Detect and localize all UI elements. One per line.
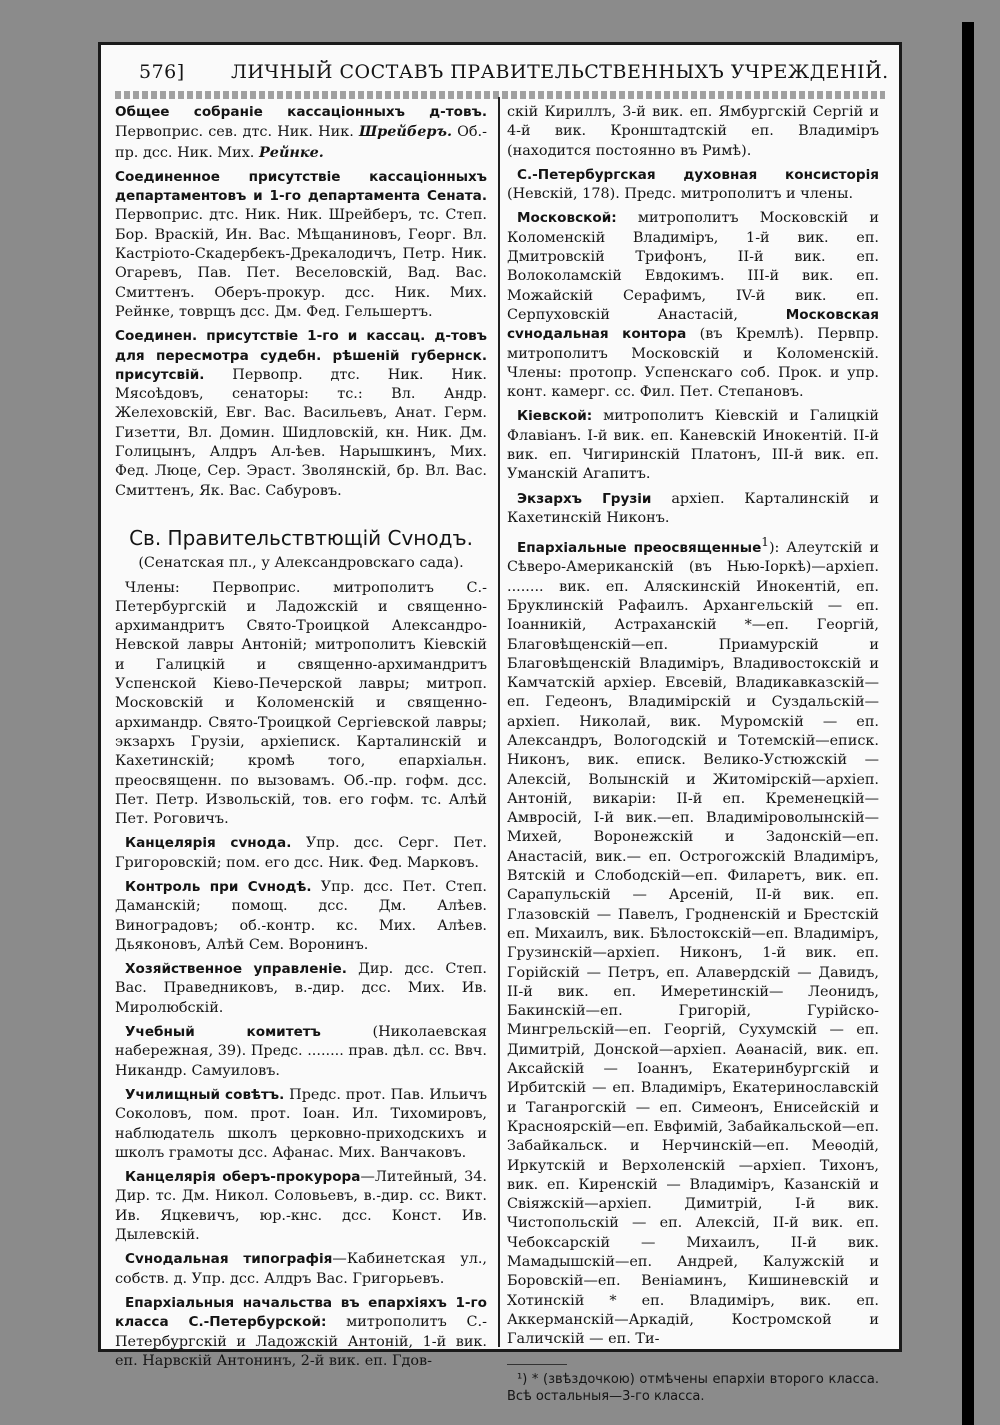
footnote-rule bbox=[507, 1364, 567, 1365]
paragraph-spb-consistory bbox=[507, 166, 879, 205]
text-school-council: Предс. прот. Пав. Ильичъ Соколовъ, пом. прот. Іоан. Ил. Тихомировъ, наблюдатель школъ церковно-приходскихъ и школъ грамоты дсс. Афанас. Мих. Ванчаковъ. bbox=[115, 1086, 487, 1161]
paragraph-spb-vicars: скій Кириллъ, 3-й вик. еп. Ямбургскій Сергій и 4-й вик. Кронштадтскій еп. Владиміръ (находится постоянно въ Римѣ). bbox=[507, 104, 879, 159]
page-number: 576] bbox=[139, 61, 185, 83]
page-header bbox=[131, 61, 889, 89]
text-general-assembly: Первоприс. сев. дтс. Ник. Ник. bbox=[115, 124, 359, 141]
column-divider bbox=[498, 97, 500, 1347]
paragraph-moscow bbox=[507, 209, 879, 402]
paragraph-economic bbox=[115, 960, 487, 1018]
paragraph-chancellery bbox=[115, 834, 487, 873]
heading-moscow: Московской: bbox=[517, 210, 617, 227]
left-column bbox=[115, 103, 487, 1376]
paragraph-review-presence bbox=[115, 327, 487, 501]
section-location: (Сенатская пл., у Александровскаго сада). bbox=[138, 555, 464, 572]
heading-education-committee: Учебный комитетъ bbox=[125, 1024, 321, 1041]
text-kiev: митрополитъ Кіевскій и Галицкій Флавіанъ. I-й вик. еп. Каневскій Инокентій. II-й вик. еп. Чигиринскій Платонъ, III-й вик. еп. Уманскій Агапитъ. bbox=[507, 408, 879, 483]
footnote: ¹) * (звѣздочкою) отмѣчены епархіи второго класса. Всѣ остальныя—3-го класса. bbox=[507, 1371, 879, 1404]
heading-joint-presence: Соединенное присутствіе кассаціонныхъ департаментовъ и 1-го департамента Сената. bbox=[115, 168, 487, 205]
name-shreiber: Шрейберъ. bbox=[358, 123, 452, 141]
heading-georgia-exarch: Экзархъ Грузіи bbox=[517, 490, 652, 507]
text-moscow-synod-office: (въ Кремлѣ). Первпр. митрополитъ Московскій и Коломенскій. Члены: протопр. Успенскаго соб. Прок. и упр. конт. камерг. сс. Фил. Пет. Степановъ. bbox=[507, 326, 880, 401]
heading-general-assembly: Общее собраніе кассаціонныхъ д-товъ. bbox=[115, 104, 487, 120]
heading-control: Контроль при Сvнодѣ. bbox=[125, 878, 312, 895]
text-joint-presence: Первоприс. дтс. Ник. Ник. Шрейберъ, тс. Степ. Бор. Враскій, Ин. Вас. Мѣщаниновъ, Георг. Вл. Кастріото-Скадербекъ-Дрекалодичъ, Петр. Ник. Огаревъ, Пав. Пет. Веселовскій, Вад. Вас. Смиттенъ. Оберъ-прокур. дсс. Ник. Мих. Рейнке, товрщъ дсс. Дм. Фед. Гельшертъ. bbox=[115, 207, 487, 320]
text-spb-consistory: (Невскій, 178). Предс. митрополитъ и члены. bbox=[507, 186, 854, 203]
text-printing-house: —Кабинетская ул., собств. д. Упр. дсс. Алдръ Вас. Григорьевъ. bbox=[115, 1251, 487, 1287]
name-reinke: Рейнке. bbox=[258, 143, 324, 161]
paragraph-joint-presence bbox=[115, 168, 487, 322]
text-moscow: митрополитъ Московскій и Коломенскій Владиміръ, 1-й вик. еп. Дмитровскій Трифонъ, II-й вик. еп. Волоколамскій Евдокимъ. III-й вик. еп. Можайскій Серафимъ, IV-й вик. еп. Серпуховскій Анастасій, bbox=[507, 210, 879, 323]
footnote-marker: 1 bbox=[761, 535, 769, 550]
heading-procurator-chancellery: Канцелярія оберъ-прокурора bbox=[125, 1169, 361, 1186]
text-general-assembly-2: Об.-пр. дсс. Ник. Мих. bbox=[115, 124, 487, 161]
heading-economic: Хозяйственное управленіе. bbox=[125, 961, 347, 978]
text-education-committee: (Николаевская набережная, 39). Предс. ........ прав. дѣл. сс. Ввч. Никандр. Самуиловъ. bbox=[115, 1024, 487, 1079]
heading-chancellery: Канцелярія сvнода. bbox=[125, 835, 292, 852]
heading-moscow-synod-office: Московская сvнодальная контора bbox=[507, 306, 880, 343]
text-diocesan-bishops: ): Алеутскій и Сѣверо-Американскій (въ Нью-Іоркѣ)—архіеп. ........ вик. еп. Аляскинскій Инокентій, еп. Бруклинскій Рафаилъ. Архангельскій — еп. Іоанникій, Астраханскій *—еп. Георгій, Благовѣщенскій—еп. Приамурскій и Благовѣщенскій Владиміръ, Владивостокскій и Камчатскій архіер. Евсевій, Владикавказскій—еп. Гедеонъ, Владимірскій и Суздальскій—архіеп. Николай, вик. Муромскій — еп. Александръ, Вологодскій и Тотемскій—еписк. Никонъ, вик. еписк. Велико-Устюжскій — Алексій, Волынскій и Житомірскій—архіеп. Антоній, викаріи: II-й еп. Кременецкій— Амвросій, I-й вик.—еп. Владиміроволынскій—Михей, Воронежскій и Задонскій—еп. Анастасій, вик.— еп. Острогожскій Владиміръ, Вятскій и Слободскій—еп. Филаретъ, вик. еп. Сарапульскій — Арсеній, II-й вик. еп. Глазовскій — Павелъ, Гродненскій и Брестскій еп. Михаилъ, вик. Бѣлостокскій—еп. Владиміръ, Грузинскій—архіеп. Никонъ, 1-й вик. еп. Горійскій — Петръ, еп. Алавердскій — Давидъ, II-й вик. еп. Имеретинскій— Леонидъ, Бакинскій—еп. Григорій, Гурійско-Мингрельскій—еп. Георгій, Сухумскій — еп. Димитрій, Донской—архіеп. Аѳанасій, вик. еп. Аксайскій — Іоаннъ, Екатеринбургскій и Ирбитскій — еп. Владиміръ, Екатеринославскій и Таганрогскій — еп. Симеонъ, Енисейскій и Красноярскій—еп. Евфимій, Забайкальской—еп. Забайкальск. и Нерчинскій—еп. Меѳодій, Иркутскій и Верхоленскій —архіеп. Тихонъ, вик. еп. Киренскій — Владиміръ, Казанскій и Свіяжскій—архіеп. Димитрій, I-й вик. Чистопольскій — еп. Алексій, II-й вик. еп. Чебоксарскій — Михаилъ, II-й вик. Мамадышскій—еп. Андрей, Калужскій и Боровскій—еп. Веніаминъ, Кишиневскій и Хотинскій * еп. Владиміръ, вик. еп. Аккерманскій—Аркадій, Костромской и Галичскій — еп. Ти- bbox=[507, 540, 879, 1348]
paragraph-kiev bbox=[507, 407, 879, 484]
section-title-synod: Св. Правительствтющій Сvнодъ. bbox=[129, 525, 473, 550]
text-control: Упр. дсс. Пет. Степ. Даманскій; помощ. дсс. Дм. Алѣев. Виноградовъ; об.-контр. кс. Мих. Алѣев. Дьяконовъ, Алѣй Сем. Воронинъ. bbox=[115, 878, 487, 953]
text-chancellery: Упр. дсс. Серг. Пет. Григоровскій; пом. его дсс. Ник. Фед. Марковъ. bbox=[115, 835, 487, 871]
heading-spb-consistory: С.-Петербургская духовная консисторія bbox=[517, 166, 879, 183]
paragraph-diocesan-bishops bbox=[507, 533, 879, 1349]
running-title: ЛИЧНЫЙ СОСТАВЪ ПРАВИТЕЛЬСТВЕННЫХЪ УЧРЕЖДЕНІЙ. bbox=[231, 61, 889, 83]
text-georgia-exarch: архіеп. Карталинскій и Кахетинскій Никонъ. bbox=[507, 490, 879, 526]
paragraph-school-council bbox=[115, 1086, 487, 1163]
heading-diocesan-bishops: Епархіальные преосвященные bbox=[517, 540, 762, 557]
paragraph-diocesan-authorities bbox=[115, 1294, 487, 1371]
heading-school-council: Училищный совѣтъ. bbox=[125, 1086, 285, 1103]
paragraph-synod-members: Члены: Первоприс. митрополитъ С.-Петербургскій и Ладожскій и священно-архимандритъ Свято-Троицкой Александро-Невской лавры Антоній; митрополитъ Кіевскій и Галицкій и священно-архимандритъ Успенской Кіево-Печерской лавры; митроп. Московскій и Коломенскій и священно-архимандр. Свято-Троицкой Сергіевской лавры; экзархъ Грузіи, архіеписк. Карталинскій и Кахетинскій; кромѣ того, епархіальн. преосвященн. по вызовамъ. Об.-пр. гофм. дсс. Пет. Петр. Извольскій, тов. его гофм. тс. Алѣй Пет. Роговичъ. bbox=[115, 579, 487, 828]
paragraph-control bbox=[115, 878, 487, 955]
paragraph-general-assembly bbox=[115, 103, 487, 163]
heading-printing-house: Сvнодальная типографія bbox=[125, 1251, 333, 1268]
right-column bbox=[507, 103, 879, 1410]
paragraph-education-committee bbox=[115, 1023, 487, 1081]
book-spine-edge bbox=[962, 22, 974, 1425]
header-ornament-rule bbox=[115, 91, 885, 99]
paragraph-georgia-exarch bbox=[507, 490, 879, 529]
document-page bbox=[98, 42, 902, 1404]
paragraph-procurator-chancellery bbox=[115, 1168, 487, 1245]
heading-kiev: Кіевской: bbox=[517, 408, 593, 425]
text-procurator-chancellery: —Литейный, 34. Дир. тс. Дм. Никол. Соловьевъ, в.-дир. сс. Викт. Ив. Яцкевичъ, юр.-кнс. дсс. Конст. Ив. Дылевскій. bbox=[115, 1169, 487, 1244]
paragraph-printing-house bbox=[115, 1250, 487, 1289]
text-diocesan-authorities: митрополитъ С.-Петербургскій и Ладожскій Антоній, 1-й вик. еп. Нарвскій Антонинъ, 2-й вик. еп. Гдов- bbox=[115, 1314, 487, 1369]
text-review-presence: Первопр. дтс. Ник. Ник. Мясоѣдовъ, сенаторы: тс.: Вл. Андр. Желеховскій, Евг. Вас. Васильевъ, Анат. Герм. Гизетти, Вл. Домин. Шидловскій, кн. Ник. Дм. Голицынъ, Алдръ Ал-ѣев. Нарышкинъ, Мих. Фед. Люце, Сер. Эраст. Зволянскій, бр. Вл. Вас. Смиттенъ, Як. Вас. Сабуровъ. bbox=[115, 366, 487, 499]
heading-review-presence: Соединен. присутствіе 1-го и кассац. д-товъ для пересмотра судебн. рѣшеній губернск. присутсвій. bbox=[115, 328, 487, 383]
text-economic: Дир. дсс. Степ. Вас. Праведниковъ, в.-дир. дсс. Мих. Ив. Миролюбскій. bbox=[115, 961, 487, 1016]
heading-diocesan-authorities: Епархіальныя начальства въ епархіяхъ 1-го класса С.-Петербурской: bbox=[115, 1294, 487, 1331]
